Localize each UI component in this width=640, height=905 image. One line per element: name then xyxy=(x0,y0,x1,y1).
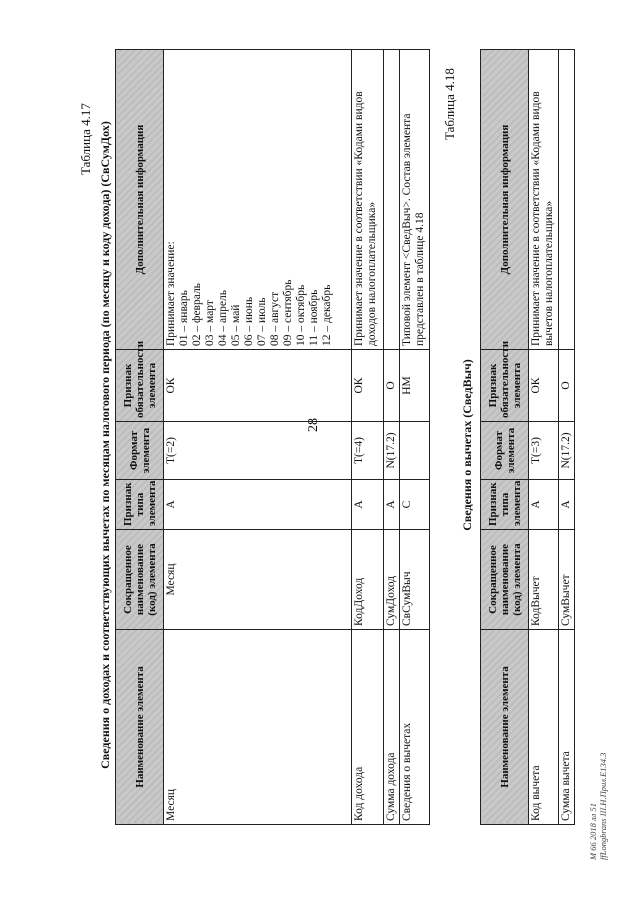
table-row xyxy=(164,50,352,825)
table-row xyxy=(559,50,575,825)
header-required: Признак обязательности элемента xyxy=(116,350,164,422)
cell-name: Месяц xyxy=(164,630,352,825)
cell-info xyxy=(164,50,352,350)
list-item: 06 – июнь xyxy=(243,296,255,346)
table-4-17 xyxy=(115,49,430,825)
cell-format xyxy=(400,422,430,480)
cell-required: ОК xyxy=(164,350,352,422)
table-4-17-title: Сведения о доходах и соответствующих вычетах по месяцам налогового периода (по месяцу и коду дохода) (СвСумДох) xyxy=(98,121,112,769)
table-4-18-title: Сведения о вычетах (СведВыч) xyxy=(460,359,474,531)
table-4-18 xyxy=(480,49,575,825)
list-item: 07 – июль xyxy=(256,297,268,346)
cell-type: А xyxy=(529,480,559,530)
table-row xyxy=(384,50,400,825)
cell-name: Код вычета xyxy=(529,630,559,825)
list-item: 09 – сентябрь xyxy=(282,279,294,346)
list-item: 12 – декабрь xyxy=(321,284,333,346)
list-item: 03 – март xyxy=(204,300,216,346)
page-number: 28 xyxy=(306,418,321,432)
list-item: 02 – февраль xyxy=(191,283,203,346)
cell-required: ОК xyxy=(529,350,559,422)
cell-info: Принимает значение в соответствии «Кодами видов вычетов налогоплательщика» xyxy=(529,50,559,350)
cell-info xyxy=(384,50,400,350)
cell-code: СумВычет xyxy=(559,530,575,630)
footer-stamp xyxy=(588,753,608,860)
cell-format: T(=2) xyxy=(164,422,352,480)
cell-code: КодВычет xyxy=(529,530,559,630)
table-4-17-number: Таблица 4.17 xyxy=(78,103,93,175)
header-required: Признак обязательности элемента xyxy=(481,350,529,422)
list-item: 11 – ноябрь xyxy=(308,289,320,346)
table-row xyxy=(529,50,559,825)
header-type: Признак типа элемента xyxy=(481,480,529,530)
list-item: 08 – август xyxy=(269,291,281,346)
cell-name: Код дохода xyxy=(352,630,384,825)
cell-type: А xyxy=(559,480,575,530)
cell-name: Сумма дохода xyxy=(384,630,400,825)
month-list xyxy=(178,53,334,346)
table-4-18-header-row xyxy=(481,50,529,825)
cell-code: СвСумВыч xyxy=(400,530,430,630)
header-info: Дополнительная информация xyxy=(116,50,164,350)
cell-code: СумДоход xyxy=(384,530,400,630)
cell-format: T(=4) xyxy=(352,422,384,480)
cell-name: Сумма вычета xyxy=(559,630,575,825)
footer-line-2: ffLongbrans III.Н.Прил.Е134.3 xyxy=(598,752,608,860)
cell-format: T(=3) xyxy=(529,422,559,480)
cell-type: А xyxy=(164,480,352,530)
list-item: 05 – май xyxy=(230,304,242,346)
header-info: Дополнительная информация xyxy=(481,50,529,350)
cell-code: КодДоход xyxy=(352,530,384,630)
header-type: Признак типа элемента xyxy=(116,480,164,530)
footer-line-1: М 66 2018 лл 51 xyxy=(588,803,598,860)
table-row xyxy=(352,50,384,825)
cell-code: Месяц xyxy=(164,530,352,630)
list-item: 10 – октябрь xyxy=(295,284,307,346)
table-4-17-header-row xyxy=(116,50,164,825)
cell-info: Типовой элемент <СведВыч>. Состав элемента представлен в таблице 4.18 xyxy=(400,50,430,350)
info-text: Принимает значение: xyxy=(165,241,177,346)
header-name: Наименование элемента xyxy=(481,630,529,825)
header-code: Сокращенное наименование (код) элемента xyxy=(116,530,164,630)
cell-required: О xyxy=(384,350,400,422)
list-item: 04 – апрель xyxy=(217,290,229,346)
table-4-18-number: Таблица 4.18 xyxy=(442,68,457,140)
cell-info xyxy=(559,50,575,350)
cell-type: А xyxy=(352,480,384,530)
cell-required: НМ xyxy=(400,350,430,422)
header-name: Наименование элемента xyxy=(116,630,164,825)
cell-required: О xyxy=(559,350,575,422)
cell-type: А xyxy=(384,480,400,530)
cell-name: Сведения о вычетах xyxy=(400,630,430,825)
header-code: Сокращенное наименование (код) элемента xyxy=(481,530,529,630)
header-format: Формат элемента xyxy=(481,422,529,480)
cell-info: Принимает значение в соответствии «Кодами видов доходов налогоплательщика» xyxy=(352,50,384,350)
cell-format: N(17.2) xyxy=(384,422,400,480)
header-format: Формат элемента xyxy=(116,422,164,480)
table-row xyxy=(400,50,430,825)
cell-required: ОК xyxy=(352,350,384,422)
list-item: 01 – январь xyxy=(178,290,190,346)
cell-format: N(17.2) xyxy=(559,422,575,480)
cell-type: С xyxy=(400,480,430,530)
